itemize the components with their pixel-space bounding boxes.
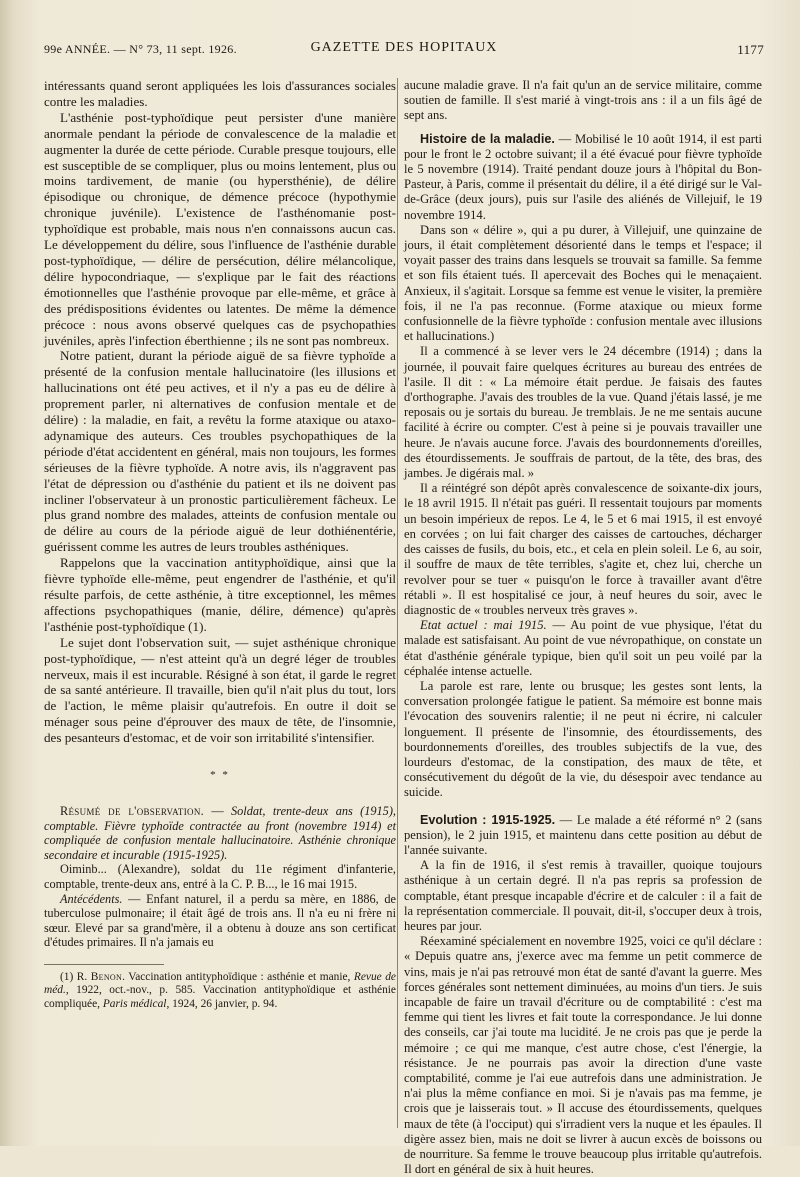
footnote-author: Benon xyxy=(90,970,123,983)
issue-info: 99e ANNÉE. — N° 73, 11 sept. 1926. xyxy=(44,42,237,56)
current-state-paragraph xyxy=(404,618,762,679)
paragraph: Dans son « délire », qui a pu durer, à Villejuif, une quinzaine de jours, il était complètement désorienté dans le temps et l'espace; il voyait passer des trains dans lesquels se trouvait sa famille. Sa femme et son fils étaient tués. Il apercevait des Boches qui le menaçaient. Anxieux, il s'agitait. Lorsque sa femme est venue le visiter, la première fois, il ne l'a pas reconnue. (Forme ataxique ou mieux forme confusionnelle de la fièvre typhoïde : confusion mentale avec illusions et hallucinations.) xyxy=(404,222,762,344)
footnote-rule xyxy=(44,964,164,965)
paragraph: aucune maladie grave. Il n'a fait qu'un an de service militaire, comme soutien de famille. Il s'est marié à vingt-trois ans : il a un fils âgé de sept ans. xyxy=(404,78,762,123)
current-state-text: — Au point de vue physique, l'état du malade est satisfaisant. Au point de vue névropathique, on constate un état d'asthénie générale typique, bien qu'il soit un peu voilé par la céphalée intense actuelle. xyxy=(404,618,762,678)
paragraph: Le sujet dont l'observation suit, — sujet asthénique chronique post-typhoïdique, — n'est atteint qu'à un degré léger de troubles nerveux, mais il est incurable. Résigné à son état, il garde le regret de sa santé antérieure. Il travaille, bien qu'il n'ait plus du tout, lors de l'action, le même plaisir qu'autrefois. En outre il doit se ménager sous peine d'éprouver des maux de tête, de l'insomnie, des pesanteurs d'estomac, et de voir son irritabilité s'intensifier. xyxy=(44,634,396,746)
evolution-paragraph xyxy=(404,813,762,859)
antecedents-text: — Enfant naturel, il a perdu sa mère, en 1886, de tuberculose pulmonaire; il était âgé de trois ans. Il n'a eu ni frère ni sœur. Elevé par sa grand'mère, il a obtenu à douze ans son certificat d'études primaires. Il n'a jamais eu xyxy=(44,891,396,950)
column-divider xyxy=(397,78,398,1128)
history-text: — Mobilisé le 10 août 1914, il est parti pour le front le 2 octobre suivant; il a été évacué pour fièvre typhoïde le 5 novembre (1914). Traité pendant douze jours à l'hôpital du Bon-Pasteur, à Paris, comme il présentait du délire, il a été dirigé sur le Val-de-Grâce (deux jours), puis sur l'asile des aliénés de Villejuif, le 19 novembre 1914. xyxy=(404,131,762,222)
summary-heading: Résumé de l'observation. xyxy=(60,803,204,818)
paragraph: Réexaminé spécialement en novembre 1925, voici ce qu'il déclare : « Depuis quatre ans, j'exerce avec ma femme un petit commerce de vins, mais je n'ai pas retrouvé mon état de santé d'avant la guerre. Mes forces générales sont nettement diminuées, au moins d'un tiers. Je suis incapable de faire un travail d'écriture ou de comptabilité : c'est ma femme qui tient les livres et fait toute la correspondance. Je lui donne des conseils, car j'ai toute ma lucidité. Je ne crois pas que je perde la mémoire ; ce qui me manque, c'est autre chose, c'est l'énergie, la résistance. Je ne pourrais pas avoir la direction d'une vaste comptabilité, comme je l'ai eue autrefois dans une administration. Je n'ai plus la même confiance en moi. Si je n'avais pas ma femme, je crois que je laisserais tout. » Il accuse des étourdissements, quelques maux de tête (à l'occiput) qui s'irradient vers la nuque et les épaules. Il digère assez bien, mais ne doit se livrer à aucun excès de boissons ou de nourriture. Sa femme le trouve beaucoup plus irritable qu'autrefois. Il dort en général de six à huit heures. xyxy=(404,934,762,1177)
antecedents-heading: Antécédents. xyxy=(60,891,123,906)
paragraph: Il a réintégré son dépôt après convalescence de soixante-dix jours, le 18 avril 1915. Il n'était pas guéri. Il ressentait toujours par moments un besoin impérieux de repos. Le 4, le 5 et 6 mai 1915, il est envoyé en corvées ; on lui fait charger des caisses de cartouches, décharger des caisses de fusils, du bois, etc., et cela en plein soleil. Le 6, au soir, il souffre de maux de tête terribles, s'agite et, chez lui, cherche un revolver pour se tuer « puisqu'on le force à travailler avant d'être rétabli ». Il est hospitalisé ce jour, à neuf heures du soir, avec le diagnostic de « troubles nerveux très graves ». xyxy=(404,481,762,617)
page-number: 1177 xyxy=(737,42,764,57)
paragraph: Notre patient, durant la période aiguë de sa fièvre typhoïde a présenté de la confusion mentale hallucinatoire (les illusions et hallucinations ont été peu actives, et il n'y a pas eu de délire à proprement parler, ni alternatives de confusion mentale et de délire) : la maladie, en fait, a revêtu la forme ataxique ou ataxo-adynamique des auteurs. Ces troubles psychopathiques de la période d'état accidentent en général, mais non toujours, les formes sérieuses de la fièvre typhoïde. A notre avis, ils n'aggravent pas l'état de dépression ou d'asthénie du patient et ils ne doivent pas incliner l'observateur à un pronostic particulièrement fâcheux. Le plus grand nombre des malades, atteints de confusion mentale ou de délire au cours de la période aiguë de leur dothiénentérie, guérissent comme les autres de leurs troubles asthéniques. xyxy=(44,348,396,555)
antecedents-paragraph xyxy=(44,892,396,950)
summary-text: Soldat, trente-deux ans (1915), comptable. Fièvre typhoïde contractée au front (novembre 1914) et compliquée de confusion mentale hallucinatoire. Asthénie chronique secondaire et incurable (1915-1925). xyxy=(44,803,396,862)
footnote-journal: Paris médical xyxy=(102,997,167,1010)
footnote-text: , 1924, 26 janvier, p. 94. xyxy=(166,997,278,1010)
footnote xyxy=(44,971,396,1011)
footnote-text: , 1922, oct.-nov., p. 585. Vaccination antityphoïdique et asthénie compliquée, xyxy=(44,984,396,1010)
dash: — xyxy=(204,803,231,818)
history-heading: Histoire de la maladie. xyxy=(420,131,555,146)
footnote-text: . Vaccination antityphoïdique : asthénie et manie, xyxy=(122,970,354,983)
evolution-text: — Le malade a été réformé n° 2 (sans pension), le 2 juin 1915, et maintenu dans cette position au début de l'année suivante. xyxy=(404,812,762,857)
footnote-marker: (1) R. xyxy=(60,970,91,983)
journal-title: GAZETTE DES HOPITAUX xyxy=(310,40,498,55)
current-state-heading: Etat actuel : mai 1915. xyxy=(420,618,547,633)
left-column xyxy=(44,78,396,1011)
spacer xyxy=(404,124,762,132)
paragraph: L'asthénie post-typhoïdique peut persister d'une manière anormale pendant la période de convalescence de la maladie et augmenter la durée de cette période. Curable presque toujours, elle est susceptible de se compliquer, plus ou moins lentement, plus ou moins tardivement, de manie (ou hypersthénie), de délire épisodique ou chronique, de démence précoce (hypothymie chronique juvénile). L'existence de l'asthénomanie post-typhoïdique est probable, mais nous n'en connaissons aucun cas. Le développement du délire, sous l'influence de l'asthénie durable post-typhoïdique, — délire de persécution, délire mélancolique, délire hypocondriaque, — s'explique par le fait des réactions émotionnelles que l'asthénie provoque par elle-même, et grâce à des prédispositions évidentes ou latentes. De même la démence précoce : nous avons observé quelques cas de psychopathies juvéniles, après l'infection éberthienne ; ils ne sont pas nombreux. xyxy=(44,109,396,348)
paragraph: La parole est rare, lente ou brusque; les gestes sont lents, la conversation prolongée fatigue le patient. Sa mémoire est bonne mais l'évocation des souvenirs ralentie; il ne peut ni écrire, ni calculer longuement. Il présente de l'insomnie, des étourdissements, des bourdonnements d'oreilles, des troubles subjectifs de la vue, des lourdeurs d'estomac, de la constipation, des maux de tête, et consécutivement du dégoût de la vie, du désespoir avec tendance au suicide. xyxy=(404,678,762,800)
paragraph: A la fin de 1916, il s'est remis à travailler, quoique toujours asthénique à un certain degré. Il n'a pas repris sa profession de comptable, étant presque incapable d'écrire et de calculer : il a fait de la représentation commerciale. Il pouvait, dit-il, s'occuper deux à trois, heures par jour. xyxy=(404,858,762,933)
running-header xyxy=(44,38,764,60)
history-paragraph xyxy=(404,132,762,223)
right-column xyxy=(404,78,762,1177)
observation-summary xyxy=(44,804,396,862)
paragraph: Il a commencé à se lever vers le 24 décembre (1914) ; dans la journée, il pouvait faire quelques écritures au bureau des entrées de l'asile. Il dit : « La mémoire était perdue. Je faisais des fautes d'orthographe. J'avais des troubles de la vue. Quand j'étais lassé, je me reposais ou je sortais du bureau. Je tremblais. Je ne me sentais aucune facilité à écrire ou compter. C'est à peine si je pouvais travailler une heure. Je n'avais aucune force. J'avais des bourdonnements d'oreilles, des étourdissements. Je souffrais de partout, de la tête, des bras, des jambes. Je digérais mal. » xyxy=(404,344,762,481)
spacer xyxy=(404,801,762,813)
section-separator: * * xyxy=(210,769,230,782)
evolution-heading: Evolution : 1915-1925. xyxy=(420,812,556,827)
paragraph: intéressants quand seront appliquées les lois d'assurances sociales contre les maladies. xyxy=(44,78,396,109)
footnote-journal: Revue de méd. xyxy=(44,970,396,997)
paragraph: Rappelons que la vaccination antityphoïdique, ainsi que la fièvre typhoïde elle-même, peut engendrer de l'asthénie, et qu'il résulte parfois, de cette asthénie, à titre exceptionnel, les mêmes affections psychopathiques (manie, délire, démence) qu'après l'asthénie post-typhoïdique (1). xyxy=(44,555,396,634)
patient-identity: Oiminb... (Alexandre), soldat du 11e régiment d'infanterie, comptable, trente-deux ans, entré à la C. P. B..., le 16 mai 1915. xyxy=(44,862,396,891)
